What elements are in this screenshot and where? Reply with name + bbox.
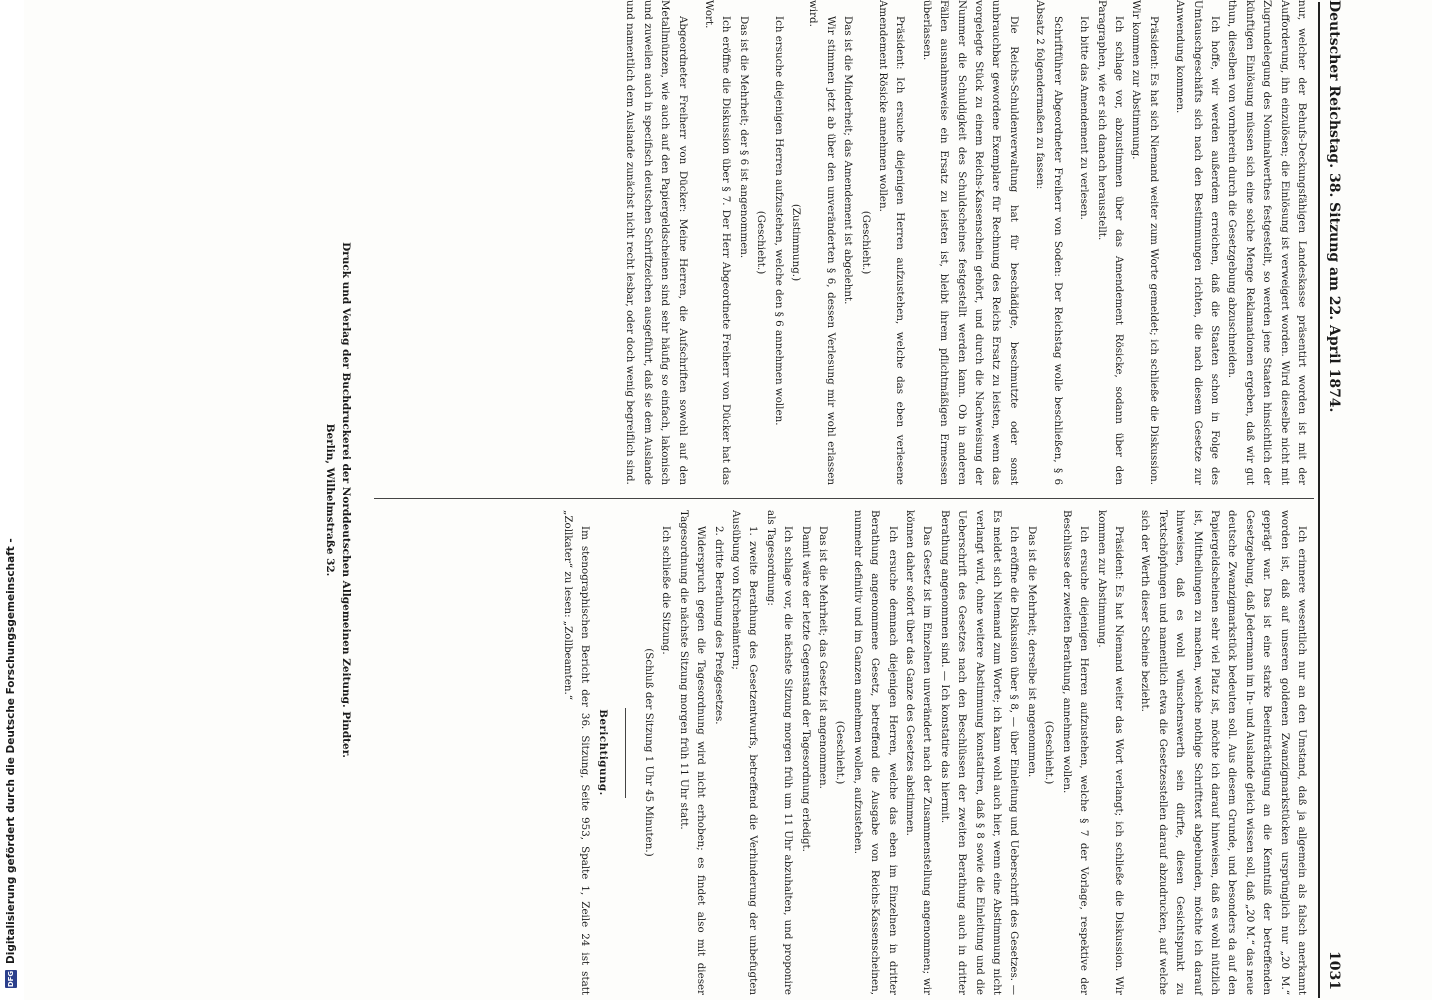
agenda-item: 2. dritte Berathung des Preßgesetzes. [712,526,725,725]
credit-text: Digitalisierung gefördert durch die Deutsche Forschungsgemeinschaft - [5,538,17,964]
paragraph: Das Gesetz ist im Einzelnen unverändert nach der Zusammenstellung angenommen; wir können daher sofort über das Ganze des Gesetzes abstimmen. [904,510,934,995]
paragraph: Schriftführer Abgeordneter Freiherr von Soden: Der Reichstag wolle beschließen, § 6 Absatz 2 folgendermaßen zu fassen: [1034,0,1064,485]
sidebar [0,0,24,1000]
right-column [558,510,1310,995]
paragraph: Widerspruch gegen die Tagesordnung wird nicht erhoben; es findet also mit dieser Tagesordnung die nächste Sitzung morgen früh 11 Uhr statt. [677,510,708,995]
stage-note: (Geschieht.) [834,720,847,785]
paragraph: Präsident: Es hat Niemand weiter das Wort verlangt; ich schließe die Diskussion. Wir kommen zur Abstimmung. [1095,510,1125,995]
correction-heading: Berichtigung. [596,709,609,796]
column-divider [374,498,1314,499]
paragraph: Wir stimmen jetzt ab über den unveränderten § 6, dessen Verlesung mir wohl erlassen wird. [807,0,837,485]
paragraph: Ich erinnere wesentlich nur an den Umstand, daß ja allgemein als falsch anerkannt worden ist, daß auf unseren goldenen Zwanzigmarkstücken ursprünglich nur „20 M.“ geprägt war. Das ist eine starke Beeinträchtigung an die Kenntniß der betreffenden Gesetzgebung, daß Jedermann im In- und Auslande gleich wissen soll, daß „20 M.“ das neue deutsche Zwanzigmarkstück bedeuten soll. Aus diesem Grunde, und besonders da auf den Papiergeldscheinen sehr viel Platz ist, möchte ich darauf hinweisen, daß es wohl nützlich ist, Mittheilungen zu machen, welche nothige Schrifttext abgebunden, möchte ich darauf hinweisen, daß es wohl wünschenswerth sein dürfte, diesen Gesichtspunkt zu Textschöpfungen und namentlich etwa die Gesetzesstellen darauf abzudrucken, auf welche sich der Werth dieser Scheine bezieht. [1139,510,1308,995]
paragraph: Damit wäre der letzte Gegenstand der Tagesordnung erledigt. [799,526,812,852]
scanned-page [64,0,1364,1000]
printer-imprint [322,0,354,1000]
paragraph: Abgeordneter Freiherr von Dücker: Meine Herren, die Aufschriften sowohl auf den Metallmünzen, wie auch auf den Papiergeldscheinen sind sehr häufig so einfach, lakonisch und zuweilen auch in specifisch deutschen Schriftzeichen ausgeführt, daß sie dem Auslande und namentlich dem Auslande zunächst nicht recht lesbar, oder doch wenig begreiflich sind. [624,0,689,485]
paragraph: Präsident: Es hat sich Niemand weiter zum Worte gemeldet; ich schließe die Diskussion. Wir kommen zur Abstimmung. [1130,0,1160,485]
agenda-item: 1. zweite Berathung des Gesetzentwurfs, betreffend die Verhinderung der unbefugten Ausübung von Kirchenämtern; [730,510,760,995]
paragraph: Das ist die Mehrheit; derselbe ist angenommen. [1025,526,1038,778]
left-column [621,0,1310,485]
imprint-line: Berlin, Wilhelmstraße 32. [324,423,336,577]
paragraph: Das ist die Minderheit; das Amendement ist abgelehnt. [842,16,855,305]
paragraph: Ich ersuche diejenigen Herren aufzustehen, welche § 7 der Vorlage, respektive der Beschlüsse der zweiten Berathung, annehmen wollen. [1060,510,1091,995]
paragraph: Ich eröffne die Diskussion über § 8, — über Einleitung und Ueberschrift des Gesetzes. — Es meldet sich Niemand zum Worte; ich kann wohl auch hier, wenn eine Abstimmung nicht verlangt wird, ohne weitere Abstimmung konstatiren, daß § 8 sowie die Einleitung und die Ueberschrift des Gesetzes nach den Beschlüssen der zweiten Berathung auch in dritter Berathung angenommen sind. — Ich konstatire das hiermit. [938,510,1021,995]
paragraph: nur, welcher der Behufs-Deckungsfähigen Landeskasse präsentirt worden ist mit der Aufforderung, ihn einzulösen; die Einlösung ist verweigert worden. Wird dieselbe nicht mit Zugrundelegung des Nominalwerthes festgestellt, so werden jene Staaten hinsichtlich der künftigen Einlösung müssen sich eine solche Menge Reklamationen ergeben, daß wir gut thun, dieselben von vornherein durch die Gesetzgebung abzuschneiden. [1226,0,1308,485]
paragraph: Ich schlage vor, abzustimmen über das Amendement Rösicke, sodann über den Paragraphen, wie er sich danach herausstellt. [1095,0,1125,485]
paragraph: Ich schlage vor, die nächste Sitzung morgen früh um 11 Uhr abzuhalten, und proponire als Tagesordnung: [764,510,795,995]
header-rule [1318,2,1320,998]
paragraph: Ich hoffe, wir werden außerdem erreichen, daß die Staaten schon in Folge des Umtauschgeschäfts sich nach den Bestimmungen richten, die nach diesem Gesetze zur Anwendung kommen. [1174,0,1221,485]
stage-note: (Geschieht.) [755,210,768,275]
session-close-note: (Schluß der Sitzung 1 Uhr 45 Minuten.) [642,648,655,857]
paragraph: Ich bitte das Amendement zu verlesen. [1078,16,1091,220]
section-rule [625,708,626,798]
paragraph: Ich ersuche diejenigen Herren aufzustehen, welche den § 6 annehmen wollen. [772,16,785,426]
paragraph: Präsident: Ich ersuche diejenigen Herren aufzustehen, welche das eben verlesene Amendement Rösicke annehmen wollen. [877,0,907,485]
page-title: Deutscher Reichstag. 38. Sitzung am 22. April 1874. [1326,0,1342,413]
stage-note: (Geschieht.) [1043,720,1056,785]
paragraph: Ich schließe die Sitzung. [660,526,673,655]
page-header [1326,0,1350,1000]
paragraph: Ich eröffne die Diskussion über § 7. Der Herr Abgeordnete Freiherr von Dücker hat das Wort. [703,0,733,485]
paragraph: Ich ersuche demnach diejenigen Herren, welche das eben im Einzelnen in dritter Berathung angenommene Gesetz, betreffend die Ausgabe von Reichs-Kassenscheinen, nunmehr definitiv und im Ganzen annehmen wollen, aufzustehen. [851,510,899,995]
paragraph: Das ist die Mehrheit; das Gesetz ist angenommen. [817,526,830,789]
stage-note: (Geschieht.) [859,210,872,275]
paragraph: Die Reichs-Schuldenverwaltung hat für beschädigte, beschmutzte oder sonst unbrauchbar gewordene Exemplare für Rechnung des Reichs Ersatz zu leisten, wenn das vorgelegte Stück zu einem Reichs-Kassenschein gehört, und durch die Nachweisung der Nummer die Schuldigkeit des Schuldscheines festgestellt werden kann. Ob in anderen Fällen ausnahmsweise ein Ersatz zu leisten ist, bleibt ihrem pflichtmäßigen Ermessen überlassen. [920,0,1020,485]
correction-text: Im stenographischen Bericht der 36. Sitzung, Seite 953, Spalte 1, Zeile 24 ist statt „Zollkater“ zu lesen: „Zollbeamten.“ [561,510,592,995]
imprint-line: Druck und Verlag der Buchdruckerei der Norddeutschen Allgemeinen Zeitung. Pindter. [340,242,352,758]
page-number: 1031 [1326,951,1342,990]
stage-note: (Zustimmung.) [790,203,803,282]
paragraph: Das ist die Mehrheit; der § 6 ist angenommen. [737,16,750,259]
digitization-credit [0,0,22,1000]
dfg-logo-icon: DFG [7,970,15,988]
